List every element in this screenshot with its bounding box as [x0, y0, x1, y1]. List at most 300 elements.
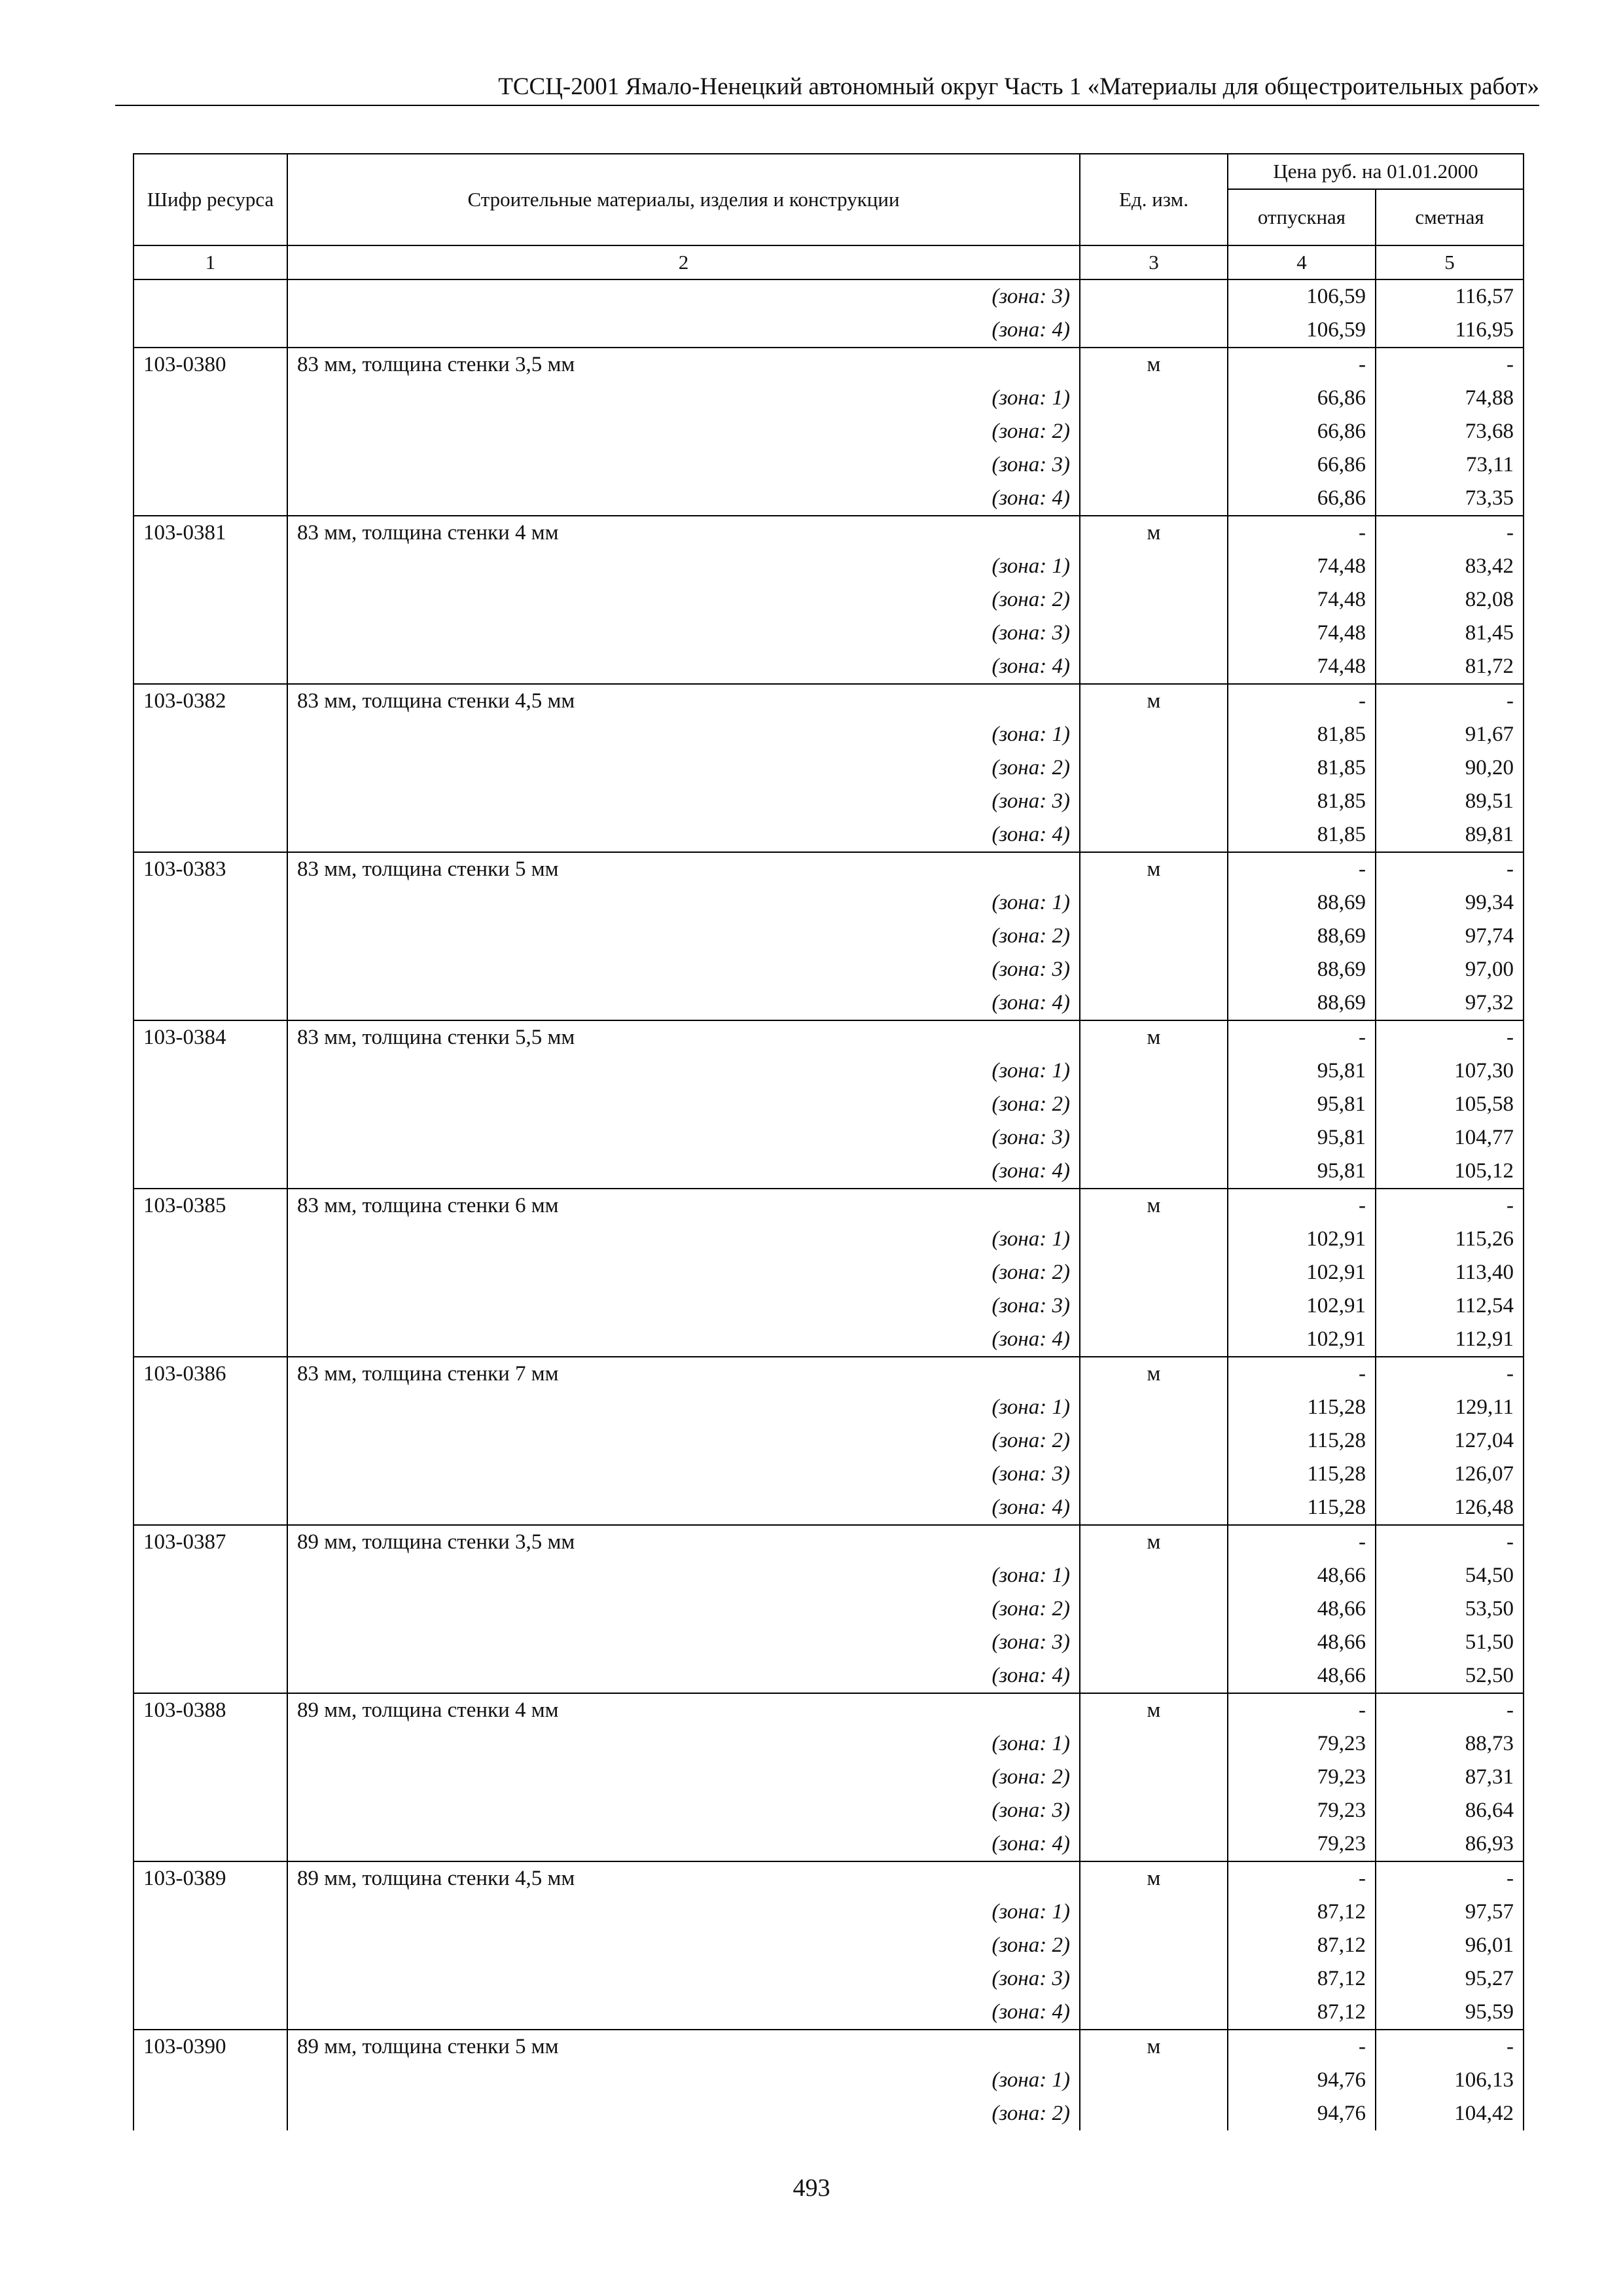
price-table — [133, 153, 1524, 2130]
unit-cell — [1080, 448, 1228, 482]
zone-label: (зона: 3) — [287, 1626, 1080, 1659]
column-number: 2 — [287, 245, 1080, 279]
resource-code-cell — [134, 382, 287, 415]
table-body — [134, 279, 1524, 2130]
zone-label: (зона: 3) — [287, 448, 1080, 482]
zone-label: (зона: 4) — [287, 818, 1080, 852]
release-price: 95,81 — [1228, 1155, 1376, 1189]
column-number: 4 — [1228, 245, 1376, 279]
resource-code-cell — [134, 1155, 287, 1189]
zone-label: (зона: 4) — [287, 650, 1080, 684]
estimate-price: - — [1376, 1189, 1524, 1223]
zone-label: (зона: 1) — [287, 1559, 1080, 1592]
resource-code-cell — [134, 650, 287, 684]
unit-of-measure: м — [1080, 1189, 1228, 1223]
zone-label: (зона: 4) — [287, 1155, 1080, 1189]
release-price: - — [1228, 852, 1376, 886]
estimate-price: - — [1376, 1357, 1524, 1391]
zone-label: (зона: 4) — [287, 1659, 1080, 1693]
release-price: 102,91 — [1228, 1323, 1376, 1357]
table-row — [134, 279, 1524, 314]
unit-cell — [1080, 382, 1228, 415]
zone-label: (зона: 2) — [287, 1256, 1080, 1289]
zone-label: (зона: 2) — [287, 583, 1080, 617]
zone-label: (зона: 3) — [287, 953, 1080, 986]
estimate-price: 99,34 — [1376, 886, 1524, 920]
release-price: - — [1228, 2030, 1376, 2064]
unit-cell — [1080, 1962, 1228, 1996]
release-price: 88,69 — [1228, 986, 1376, 1020]
unit-cell — [1080, 818, 1228, 852]
estimate-price: - — [1376, 852, 1524, 886]
estimate-price: - — [1376, 2030, 1524, 2064]
estimate-price: 81,45 — [1376, 617, 1524, 650]
table-row — [134, 415, 1524, 448]
zone-label: (зона: 1) — [287, 382, 1080, 415]
release-price: 81,85 — [1228, 751, 1376, 785]
release-price: 74,48 — [1228, 550, 1376, 583]
resource-code-cell — [134, 751, 287, 785]
resource-code: 103-0384 — [134, 1020, 287, 1054]
estimate-price: 88,73 — [1376, 1727, 1524, 1761]
release-price: 79,23 — [1228, 1727, 1376, 1761]
zone-label: (зона: 1) — [287, 550, 1080, 583]
unit-of-measure: м — [1080, 1861, 1228, 1895]
estimate-price: 83,42 — [1376, 550, 1524, 583]
table-row — [134, 953, 1524, 986]
estimate-price: 105,58 — [1376, 1088, 1524, 1121]
unit-cell — [1080, 1223, 1228, 1256]
estimate-price: 52,50 — [1376, 1659, 1524, 1693]
release-price: 115,28 — [1228, 1458, 1376, 1491]
estimate-price: 81,72 — [1376, 650, 1524, 684]
estimate-price: - — [1376, 1020, 1524, 1054]
table-row — [134, 1525, 1524, 1559]
unit-cell — [1080, 1794, 1228, 1827]
column-header-name: Строительные материалы, изделия и конструкции — [287, 154, 1080, 245]
release-price: 74,48 — [1228, 650, 1376, 684]
estimate-price: 97,00 — [1376, 953, 1524, 986]
estimate-price: 112,91 — [1376, 1323, 1524, 1357]
unit-cell — [1080, 986, 1228, 1020]
table-row — [134, 617, 1524, 650]
resource-code-cell — [134, 1761, 287, 1794]
zone-label: (зона: 3) — [287, 1121, 1080, 1155]
estimate-price: 116,95 — [1376, 314, 1524, 348]
table-row — [134, 1289, 1524, 1323]
table-row — [134, 785, 1524, 818]
unit-cell — [1080, 1727, 1228, 1761]
estimate-price: 82,08 — [1376, 583, 1524, 617]
resource-code-cell — [134, 1827, 287, 1861]
release-price: 95,81 — [1228, 1054, 1376, 1088]
table-row — [134, 1121, 1524, 1155]
release-price: 94,76 — [1228, 2064, 1376, 2097]
unit-of-measure: м — [1080, 852, 1228, 886]
zone-label: (зона: 1) — [287, 718, 1080, 751]
table-row — [134, 1559, 1524, 1592]
zone-label: (зона: 3) — [287, 1289, 1080, 1323]
table-row — [134, 1895, 1524, 1929]
estimate-price: - — [1376, 516, 1524, 550]
resource-code-cell — [134, 785, 287, 818]
unit-cell — [1080, 1895, 1228, 1929]
unit-cell — [1080, 1391, 1228, 1424]
resource-code-cell — [134, 886, 287, 920]
zone-label: (зона: 4) — [287, 314, 1080, 348]
release-price: 115,28 — [1228, 1424, 1376, 1458]
estimate-price: 74,88 — [1376, 382, 1524, 415]
material-description: 89 мм, толщина стенки 3,5 мм — [287, 1525, 1080, 1559]
unit-cell — [1080, 279, 1228, 314]
table-row — [134, 1054, 1524, 1088]
resource-code-cell — [134, 718, 287, 751]
table-row — [134, 1962, 1524, 1996]
table-row — [134, 1626, 1524, 1659]
table-row — [134, 650, 1524, 684]
estimate-price: 115,26 — [1376, 1223, 1524, 1256]
resource-code-cell — [134, 1659, 287, 1693]
table-row — [134, 1155, 1524, 1189]
resource-code-cell — [134, 2097, 287, 2130]
resource-code-cell — [134, 818, 287, 852]
unit-cell — [1080, 617, 1228, 650]
estimate-price: 107,30 — [1376, 1054, 1524, 1088]
resource-code: 103-0381 — [134, 516, 287, 550]
table-row — [134, 448, 1524, 482]
zone-label: (зона: 3) — [287, 279, 1080, 314]
unit-cell — [1080, 1155, 1228, 1189]
table-row — [134, 1727, 1524, 1761]
unit-cell — [1080, 751, 1228, 785]
table-row — [134, 1391, 1524, 1424]
unit-cell — [1080, 415, 1228, 448]
unit-of-measure: м — [1080, 1357, 1228, 1391]
unit-of-measure: м — [1080, 516, 1228, 550]
table-row — [134, 1256, 1524, 1289]
column-header-unit: Ед. изм. — [1080, 154, 1228, 245]
material-description: 83 мм, толщина стенки 4 мм — [287, 516, 1080, 550]
unit-of-measure: м — [1080, 348, 1228, 382]
estimate-price: - — [1376, 348, 1524, 382]
page-number: 493 — [793, 2174, 830, 2202]
resource-code-cell — [134, 1962, 287, 1996]
table-row — [134, 1424, 1524, 1458]
zone-label: (зона: 4) — [287, 1491, 1080, 1525]
zone-label: (зона: 2) — [287, 751, 1080, 785]
estimate-price: 127,04 — [1376, 1424, 1524, 1458]
table-row — [134, 1323, 1524, 1357]
column-number: 1 — [134, 245, 287, 279]
resource-code-cell — [134, 1895, 287, 1929]
resource-code-cell — [134, 2064, 287, 2097]
zone-label: (зона: 2) — [287, 1088, 1080, 1121]
resource-code-cell — [134, 1391, 287, 1424]
release-price: 79,23 — [1228, 1794, 1376, 1827]
table-row — [134, 818, 1524, 852]
zone-label: (зона: 3) — [287, 1458, 1080, 1491]
unit-of-measure: м — [1080, 1020, 1228, 1054]
unit-cell — [1080, 1054, 1228, 1088]
estimate-price: 106,13 — [1376, 2064, 1524, 2097]
zone-label: (зона: 2) — [287, 1424, 1080, 1458]
table-row — [134, 1794, 1524, 1827]
estimate-price: 96,01 — [1376, 1929, 1524, 1962]
resource-code-cell — [134, 482, 287, 516]
table-row — [134, 1223, 1524, 1256]
material-description: 83 мм, толщина стенки 6 мм — [287, 1189, 1080, 1223]
zone-label: (зона: 1) — [287, 1895, 1080, 1929]
table-row — [134, 516, 1524, 550]
estimate-price: 91,67 — [1376, 718, 1524, 751]
release-price: 115,28 — [1228, 1391, 1376, 1424]
release-price: 66,86 — [1228, 482, 1376, 516]
zone-label: (зона: 2) — [287, 1761, 1080, 1794]
table-row — [134, 314, 1524, 348]
resource-code: 103-0382 — [134, 684, 287, 718]
resource-code-cell — [134, 1323, 287, 1357]
release-price: 81,85 — [1228, 785, 1376, 818]
unit-cell — [1080, 1827, 1228, 1861]
table-row — [134, 2064, 1524, 2097]
resource-code-cell — [134, 1559, 287, 1592]
table-row — [134, 1827, 1524, 1861]
resource-code: 103-0385 — [134, 1189, 287, 1223]
zone-label: (зона: 2) — [287, 920, 1080, 953]
table-row — [134, 348, 1524, 382]
material-description: 83 мм, толщина стенки 5 мм — [287, 852, 1080, 886]
release-price: 74,48 — [1228, 583, 1376, 617]
unit-of-measure: м — [1080, 1525, 1228, 1559]
zone-label: (зона: 3) — [287, 785, 1080, 818]
resource-code-cell — [134, 279, 287, 314]
release-price: 88,69 — [1228, 886, 1376, 920]
estimate-price: - — [1376, 684, 1524, 718]
release-price: 94,76 — [1228, 2097, 1376, 2130]
column-header-estimate-price: сметная — [1376, 189, 1524, 245]
estimate-price: 113,40 — [1376, 1256, 1524, 1289]
table-row — [134, 583, 1524, 617]
material-description: 89 мм, толщина стенки 5 мм — [287, 2030, 1080, 2064]
zone-label: (зона: 4) — [287, 1827, 1080, 1861]
material-description: 89 мм, толщина стенки 4,5 мм — [287, 1861, 1080, 1895]
zone-label: (зона: 2) — [287, 415, 1080, 448]
zone-label: (зона: 2) — [287, 1929, 1080, 1962]
release-price: 81,85 — [1228, 718, 1376, 751]
release-price: - — [1228, 348, 1376, 382]
material-description: 83 мм, толщина стенки 3,5 мм — [287, 348, 1080, 382]
table-row — [134, 1357, 1524, 1391]
resource-code-cell — [134, 1054, 287, 1088]
column-number: 3 — [1080, 245, 1228, 279]
release-price: 48,66 — [1228, 1559, 1376, 1592]
column-number: 5 — [1376, 245, 1524, 279]
table-row — [134, 718, 1524, 751]
release-price: 87,12 — [1228, 1895, 1376, 1929]
zone-label: (зона: 1) — [287, 1054, 1080, 1088]
material-description: 83 мм, толщина стенки 7 мм — [287, 1357, 1080, 1391]
release-price: 95,81 — [1228, 1121, 1376, 1155]
table-row — [134, 886, 1524, 920]
release-price: 79,23 — [1228, 1827, 1376, 1861]
resource-code-cell — [134, 1491, 287, 1525]
release-price: 106,59 — [1228, 314, 1376, 348]
table-row — [134, 1020, 1524, 1054]
estimate-price: 95,27 — [1376, 1962, 1524, 1996]
estimate-price: 97,32 — [1376, 986, 1524, 1020]
resource-code: 103-0389 — [134, 1861, 287, 1895]
estimate-price: 87,31 — [1376, 1761, 1524, 1794]
release-price: 106,59 — [1228, 279, 1376, 314]
release-price: 88,69 — [1228, 920, 1376, 953]
unit-cell — [1080, 482, 1228, 516]
resource-code-cell — [134, 550, 287, 583]
estimate-price: 89,51 — [1376, 785, 1524, 818]
release-price: 74,48 — [1228, 617, 1376, 650]
unit-cell — [1080, 1088, 1228, 1121]
unit-cell — [1080, 550, 1228, 583]
resource-code-cell — [134, 1256, 287, 1289]
column-header-price-group: Цена руб. на 01.01.2000 — [1228, 154, 1524, 189]
unit-cell — [1080, 785, 1228, 818]
resource-code-cell — [134, 1289, 287, 1323]
table-row — [134, 1659, 1524, 1693]
resource-code-cell — [134, 1794, 287, 1827]
table-row — [134, 1491, 1524, 1525]
estimate-price: 51,50 — [1376, 1626, 1524, 1659]
unit-cell — [1080, 1121, 1228, 1155]
unit-cell — [1080, 583, 1228, 617]
zone-label: (зона: 4) — [287, 1323, 1080, 1357]
unit-of-measure: м — [1080, 684, 1228, 718]
release-price: - — [1228, 1861, 1376, 1895]
unit-cell — [1080, 314, 1228, 348]
table-header — [134, 154, 1524, 279]
resource-code-cell — [134, 986, 287, 1020]
resource-code-cell — [134, 1727, 287, 1761]
zone-label: (зона: 3) — [287, 1962, 1080, 1996]
resource-code-cell — [134, 1626, 287, 1659]
unit-cell — [1080, 1761, 1228, 1794]
table-row — [134, 1761, 1524, 1794]
release-price: - — [1228, 1020, 1376, 1054]
estimate-price: - — [1376, 1861, 1524, 1895]
resource-code-cell — [134, 953, 287, 986]
resource-code: 103-0388 — [134, 1693, 287, 1727]
zone-label: (зона: 1) — [287, 1727, 1080, 1761]
estimate-price: 104,77 — [1376, 1121, 1524, 1155]
unit-cell — [1080, 886, 1228, 920]
material-description: 83 мм, толщина стенки 5,5 мм — [287, 1020, 1080, 1054]
resource-code-cell — [134, 583, 287, 617]
table-row — [134, 382, 1524, 415]
estimate-price: 73,11 — [1376, 448, 1524, 482]
zone-label: (зона: 2) — [287, 1592, 1080, 1626]
column-header-release-price: отпускная — [1228, 189, 1376, 245]
resource-code-cell — [134, 314, 287, 348]
unit-cell — [1080, 1323, 1228, 1357]
unit-cell — [1080, 2097, 1228, 2130]
resource-code: 103-0387 — [134, 1525, 287, 1559]
release-price: - — [1228, 1693, 1376, 1727]
unit-cell — [1080, 1458, 1228, 1491]
table-row — [134, 920, 1524, 953]
zone-label: (зона: 1) — [287, 886, 1080, 920]
resource-code: 103-0380 — [134, 348, 287, 382]
estimate-price: - — [1376, 1693, 1524, 1727]
table-row — [134, 1088, 1524, 1121]
table-row — [134, 482, 1524, 516]
zone-label: (зона: 4) — [287, 482, 1080, 516]
table-row — [134, 986, 1524, 1020]
estimate-price: 90,20 — [1376, 751, 1524, 785]
release-price: 66,86 — [1228, 415, 1376, 448]
estimate-price: 116,57 — [1376, 279, 1524, 314]
table-row — [134, 1189, 1524, 1223]
release-price: 48,66 — [1228, 1592, 1376, 1626]
estimate-price: 89,81 — [1376, 818, 1524, 852]
release-price: 95,81 — [1228, 1088, 1376, 1121]
estimate-price: 126,07 — [1376, 1458, 1524, 1491]
unit-cell — [1080, 1659, 1228, 1693]
release-price: - — [1228, 516, 1376, 550]
unit-of-measure: м — [1080, 1693, 1228, 1727]
estimate-price: - — [1376, 1525, 1524, 1559]
resource-code-cell — [134, 1929, 287, 1962]
estimate-price: 73,35 — [1376, 482, 1524, 516]
unit-cell — [1080, 920, 1228, 953]
unit-cell — [1080, 1929, 1228, 1962]
estimate-price: 105,12 — [1376, 1155, 1524, 1189]
table-row — [134, 550, 1524, 583]
unit-cell — [1080, 1996, 1228, 2030]
estimate-price: 86,93 — [1376, 1827, 1524, 1861]
resource-code-cell — [134, 448, 287, 482]
estimate-price: 54,50 — [1376, 1559, 1524, 1592]
unit-cell — [1080, 2064, 1228, 2097]
estimate-price: 104,42 — [1376, 2097, 1524, 2130]
estimate-price: 129,11 — [1376, 1391, 1524, 1424]
material-description: 89 мм, толщина стенки 4 мм — [287, 1693, 1080, 1727]
estimate-price: 95,59 — [1376, 1996, 1524, 2030]
zone-label: (зона: 3) — [287, 617, 1080, 650]
release-price: 102,91 — [1228, 1223, 1376, 1256]
page-header-title: ТССЦ-2001 Ямало-Ненецкий автономный округ Часть 1 «Материалы для общестроительных работ» — [498, 73, 1539, 100]
release-price: - — [1228, 1525, 1376, 1559]
release-price: 48,66 — [1228, 1626, 1376, 1659]
zone-label: (зона: 4) — [287, 986, 1080, 1020]
resource-code-cell — [134, 920, 287, 953]
resource-code-cell — [134, 1424, 287, 1458]
unit-cell — [1080, 1592, 1228, 1626]
table-row — [134, 1996, 1524, 2030]
table-row — [134, 852, 1524, 886]
table-row — [134, 1592, 1524, 1626]
table-row — [134, 751, 1524, 785]
unit-cell — [1080, 953, 1228, 986]
unit-cell — [1080, 718, 1228, 751]
resource-code: 103-0386 — [134, 1357, 287, 1391]
release-price: 48,66 — [1228, 1659, 1376, 1693]
resource-code: 103-0383 — [134, 852, 287, 886]
release-price: 66,86 — [1228, 448, 1376, 482]
estimate-price: 112,54 — [1376, 1289, 1524, 1323]
table-row — [134, 1861, 1524, 1895]
zone-label: (зона: 4) — [287, 1996, 1080, 2030]
zone-label: (зона: 1) — [287, 2064, 1080, 2097]
unit-cell — [1080, 1626, 1228, 1659]
zone-label: (зона: 1) — [287, 1391, 1080, 1424]
